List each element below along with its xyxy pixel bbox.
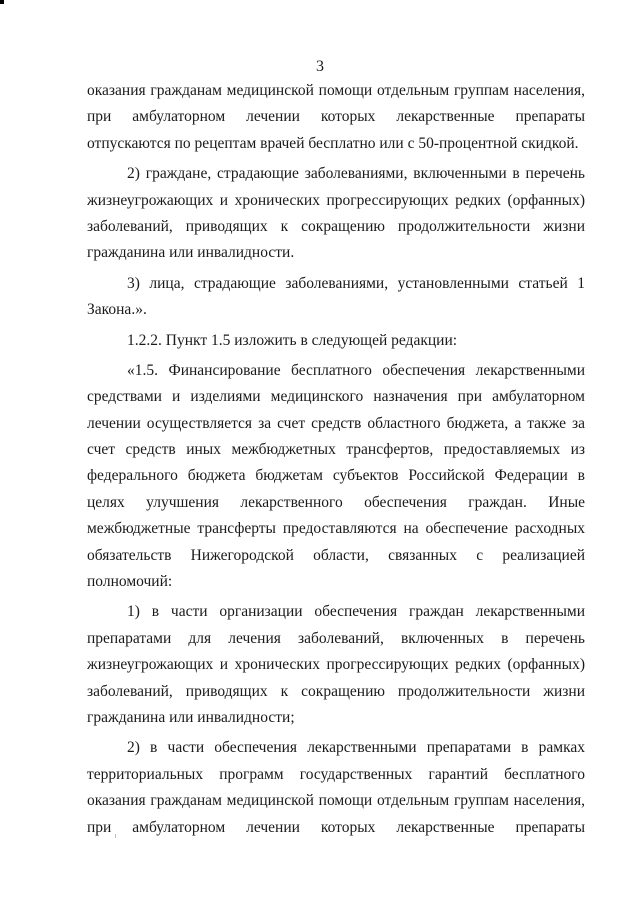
text-line: обязательств Нижегородской области, связанных с реализацией (87, 546, 585, 564)
text-line: средствами и изделиями медицинского назначения при амбулаторном (87, 388, 585, 406)
text-line: «1.5. Финансирование бесплатного обеспечения лекарственными (127, 361, 585, 379)
text-line: при амбулаторном лечении которых лекарственные препараты (87, 108, 585, 126)
text-line: жизнеугрожающих и хронических прогрессирующих редких (орфанных) (87, 191, 585, 209)
text-line: при амбулаторном лечении которых лекарственные препараты (87, 818, 585, 836)
text-line: межбюджетные трансферты предоставляются на обеспечение расходных (87, 520, 585, 538)
text-line: препаратами для лечения заболеваний, включенных в перечень (87, 629, 585, 647)
text-line: Закона.». (87, 301, 147, 319)
text-line: отпускаются по рецептам врачей бесплатно или с 50-процентной скидкой. (87, 134, 579, 152)
text-line: гражданина или инвалидности; (87, 708, 295, 726)
text-line: территориальных программ государственных гарантий бесплатного (87, 765, 585, 783)
text-line: лечении осуществляется за счет средств областного бюджета, а также за (87, 414, 585, 432)
page-number: 3 (316, 58, 324, 75)
text-line: целях улучшения лекарственного обеспечения граждан. Иные (87, 493, 585, 511)
text-line: федерального бюджета бюджетам субъектов Российской Федерации в (87, 467, 585, 485)
text-line: оказания гражданам медицинской помощи отдельным группам населения, (87, 82, 585, 99)
text-line: 3) лица, страдающие заболеваниями, установленными статьей 1 (127, 274, 585, 292)
text-line: оказания гражданам медицинской помощи отдельным группам населения, (87, 792, 585, 810)
document-body (87, 78, 585, 841)
text-line: счет средств иных межбюджетных трансфертов, предоставляемых из (87, 441, 585, 459)
text-line: жизнеугрожающих и хронических прогрессирующих редких (орфанных) (87, 656, 585, 674)
text-line: заболеваний, приводящих к сокращению продолжительности жизни (87, 217, 585, 235)
text-line: гражданина или инвалидности. (87, 244, 295, 262)
text-line: заболеваний, приводящих к сокращению продолжительности жизни (87, 682, 585, 700)
text-line: 2) в части обеспечения лекарственными препаратами в рамках (127, 739, 585, 757)
scan-corner-mark (0, 0, 4, 4)
text-line: полномочий: (87, 573, 173, 591)
text-line: 2) граждане, страдающие заболеваниями, включенными в перечень (127, 165, 585, 183)
text-line: 1.2.2. Пункт 1.5 изложить в следующей редакции: (127, 331, 458, 349)
text-line: 1) в части организации обеспечения граждан лекарственными (127, 603, 585, 621)
